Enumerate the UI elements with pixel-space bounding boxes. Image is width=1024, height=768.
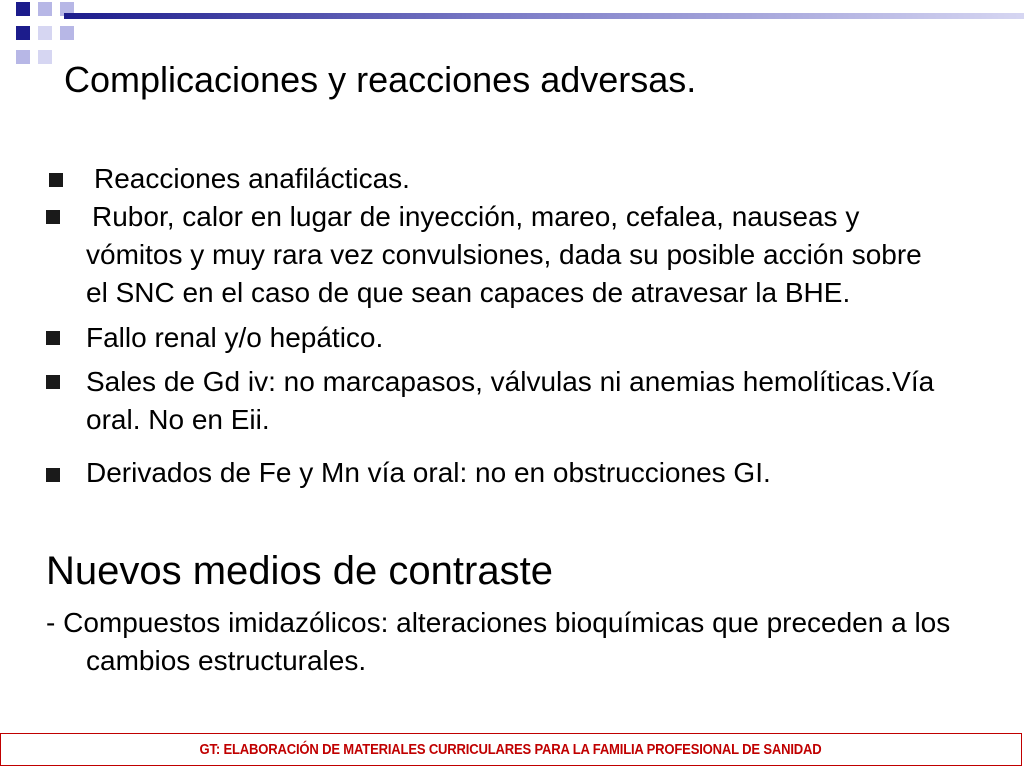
bullet-text: Sales de Gd iv: no marcapasos, válvulas ni anemias hemolíticas.Vía oral. No en Eii. xyxy=(86,366,935,435)
square-bullet-icon xyxy=(49,173,63,187)
corner-square-lavender xyxy=(38,26,52,40)
bullet-text: Fallo renal y/o hepático. xyxy=(86,322,384,353)
square-bullet-icon xyxy=(46,210,60,224)
bullet-text: Derivados de Fe y Mn vía oral: no en obstrucciones GI. xyxy=(86,457,771,488)
section-heading: Nuevos medios de contraste xyxy=(46,549,553,593)
square-bullet-icon xyxy=(46,375,60,389)
corner-square-navy xyxy=(16,26,30,40)
corner-square-lilac xyxy=(60,26,74,40)
bullet-text: Rubor, calor en lugar de inyección, mareo, cefalea, nauseas y vómitos y muy rara vez convulsiones, dada su posible acción sobre el SNC en el caso de que sean capaces de atravesar la BHE. xyxy=(86,201,922,308)
corner-square-lilac xyxy=(16,50,30,64)
square-bullet-icon xyxy=(46,331,60,345)
bullet-text: Reacciones anafilácticas. xyxy=(94,163,410,194)
corner-square-navy xyxy=(16,2,30,16)
title-rule xyxy=(64,13,1024,19)
list-item xyxy=(46,160,946,198)
list-item xyxy=(46,198,946,312)
list-item xyxy=(46,454,946,492)
slide-title: Complicaciones y reacciones adversas. xyxy=(64,59,697,100)
list-item xyxy=(46,363,946,439)
square-bullet-icon xyxy=(46,468,60,482)
list-item xyxy=(46,319,946,357)
corner-square-lilac xyxy=(38,2,52,16)
section-note: - Compuestos imidazólicos: alteraciones bioquímicas que preceden a los cambios estructurales. xyxy=(46,607,951,676)
footer-banner xyxy=(0,733,1022,766)
bullet-list xyxy=(46,160,946,492)
corner-square-lavender xyxy=(38,50,52,64)
footer-text: GT: ELABORACIÓN DE MATERIALES CURRICULARES PARA LA FAMILIA PROFESIONAL DE SANIDAD xyxy=(200,741,822,758)
